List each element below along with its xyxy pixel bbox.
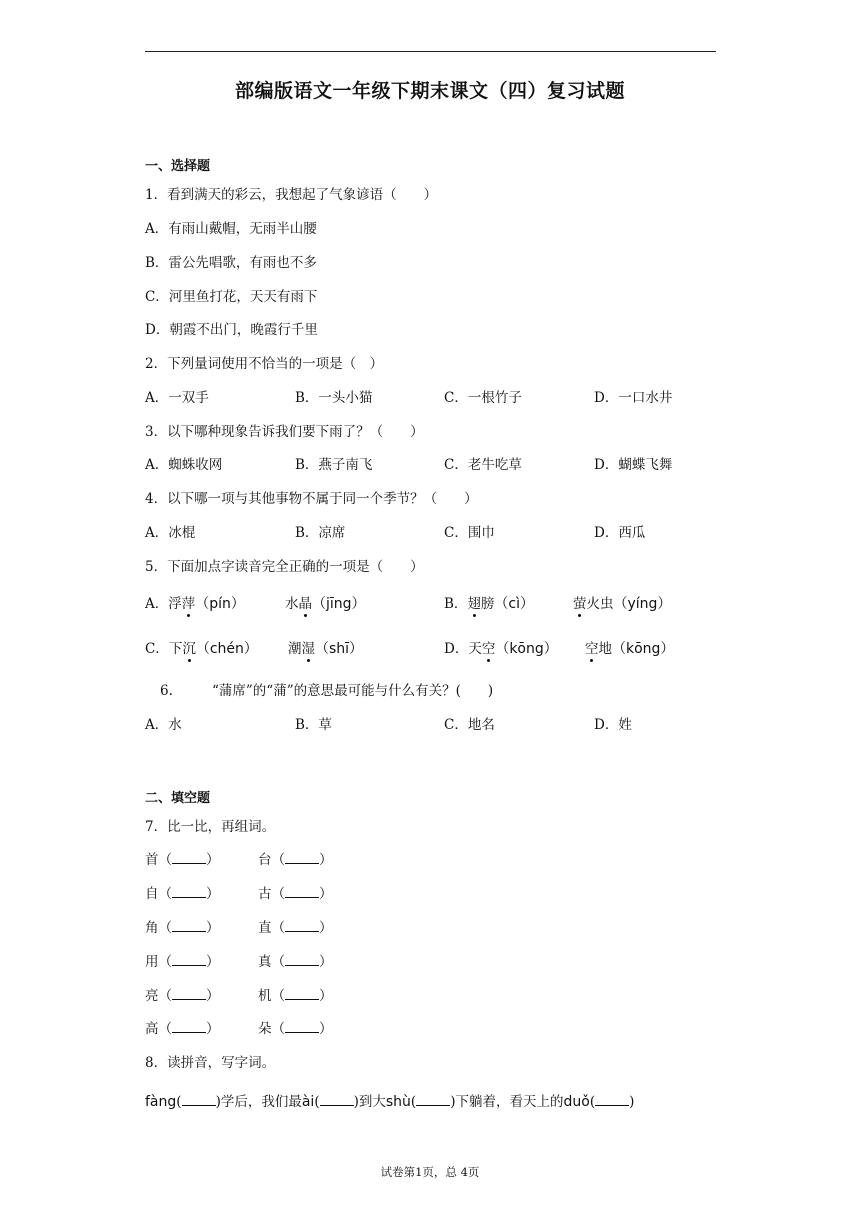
dotted-char: 空 xyxy=(585,641,599,657)
q2-options xyxy=(145,389,745,407)
q4-option-d: D．西瓜 xyxy=(594,525,646,541)
dotted-char: 翅 xyxy=(467,596,481,612)
q2-option-a: A．一双手 xyxy=(145,390,209,406)
q3-options xyxy=(145,456,745,474)
paren-close: ） xyxy=(206,1021,220,1037)
q5-option-c-word2: 潮湿（shī） xyxy=(288,641,364,657)
q4-options xyxy=(145,524,745,542)
q7-row xyxy=(145,987,445,1005)
answer-blank[interactable] xyxy=(320,1093,354,1106)
q2-option-b: B．一头小猫 xyxy=(295,390,373,406)
paren-open: （ xyxy=(158,1021,172,1037)
paren-close: ） xyxy=(206,852,220,868)
section-choice-heading: 一、选择题 xyxy=(145,159,211,174)
answer-blank[interactable] xyxy=(285,851,319,864)
q7-char: 角 xyxy=(145,920,159,936)
paren-open: （ xyxy=(271,988,285,1004)
q7-cell xyxy=(145,885,220,903)
q7-char: 亮 xyxy=(145,988,159,1004)
q8-sentence: fàng( )学后，我们最ài( )到大shù( )下躺着，看天上的duǒ( ) xyxy=(145,1094,635,1110)
paren-close: ） xyxy=(319,988,333,1004)
q5-option-b-word2: 萤火虫（yíng） xyxy=(573,596,672,612)
q7-cell xyxy=(145,919,220,937)
q5-options-ab xyxy=(145,595,745,615)
q3-option-a: A．蜘蛛收网 xyxy=(145,457,223,473)
q5-option-a: A．浮萍（pín） xyxy=(145,596,245,612)
q7-cell xyxy=(258,851,333,869)
q1-option-c: C．河里鱼打花，天天有雨下 xyxy=(145,289,318,305)
q7-row xyxy=(145,851,445,869)
q2-option-c: C．一根竹子 xyxy=(444,390,522,406)
top-rule xyxy=(145,51,716,52)
q6-number: 6. xyxy=(160,683,173,699)
answer-blank[interactable] xyxy=(285,987,319,1000)
paren-open: （ xyxy=(158,852,172,868)
answer-blank[interactable] xyxy=(182,1093,216,1106)
dotted-char: 晶 xyxy=(298,596,312,612)
q4-option-b: B．凉席 xyxy=(295,525,346,541)
q7-cell xyxy=(145,1020,220,1038)
q5-options-cd xyxy=(145,640,745,660)
q7-stem: 7．比一比，再组词。 xyxy=(145,819,276,835)
q6-stem: “蒲席”的“蒲”的意思最可能与什么有关？( ) xyxy=(212,683,494,699)
dotted-char: 空 xyxy=(481,641,496,657)
page-title: 部编版语文一年级下期末课文（四）复习试题 xyxy=(234,80,625,102)
paren-close: ） xyxy=(319,886,333,902)
dotted-char: 湿 xyxy=(301,641,315,657)
dotted-char: 萍 xyxy=(181,596,196,612)
q7-row xyxy=(145,953,445,971)
q7-row xyxy=(145,919,445,937)
paren-close: ） xyxy=(319,1021,333,1037)
q5-option-d: D．天空（kōng） xyxy=(444,641,558,657)
q7-char: 机 xyxy=(258,988,272,1004)
q7-row xyxy=(145,885,445,903)
section-fill-heading: 二、填空题 xyxy=(145,791,211,806)
q3-option-c: C．老牛吃草 xyxy=(444,457,522,473)
q4-option-a: A．冰棍 xyxy=(145,525,196,541)
answer-blank[interactable] xyxy=(285,1020,319,1033)
answer-blank[interactable] xyxy=(595,1093,629,1106)
q3-option-d: D．蝴蝶飞舞 xyxy=(594,457,673,473)
q7-cell xyxy=(258,1020,333,1038)
page-footer: 试卷第1页，总 4页 xyxy=(380,1165,480,1179)
answer-blank[interactable] xyxy=(285,919,319,932)
answer-blank[interactable] xyxy=(416,1093,450,1106)
paren-close: ） xyxy=(206,920,220,936)
answer-blank[interactable] xyxy=(172,851,206,864)
q5-option-a-word2: 水晶（jīng） xyxy=(285,596,366,612)
q3-stem: 3．以下哪种现象告诉我们要下雨了？（ ） xyxy=(145,424,424,440)
paren-open: （ xyxy=(158,954,172,970)
answer-blank[interactable] xyxy=(172,919,206,932)
paren-open: （ xyxy=(158,920,172,936)
paren-open: （ xyxy=(158,988,172,1004)
paren-close: ） xyxy=(206,954,220,970)
q7-char: 古 xyxy=(258,886,272,902)
q7-cell xyxy=(258,885,333,903)
q4-option-c: C．围巾 xyxy=(444,525,495,541)
q7-cell xyxy=(145,953,220,971)
paren-close: ） xyxy=(319,852,333,868)
q7-cell xyxy=(145,851,220,869)
q7-char: 朵 xyxy=(258,1021,272,1037)
q2-option-d: D．一口水井 xyxy=(594,390,673,406)
q5-stem: 5．下面加点字读音完全正确的一项是（ ） xyxy=(145,559,424,575)
q6-option-c: C．地名 xyxy=(444,717,495,733)
paren-close: ） xyxy=(319,920,333,936)
paren-open: （ xyxy=(271,954,285,970)
q4-stem: 4．以下哪一项与其他事物不属于同一个季节？（ ） xyxy=(145,491,478,507)
q6-option-a: A．水 xyxy=(145,717,182,733)
q1-option-d: D．朝霞不出门，晚霞行千里 xyxy=(145,322,318,338)
q5-option-d-word2: 空地（kōng） xyxy=(585,641,675,657)
q7-cell xyxy=(258,919,333,937)
q7-row xyxy=(145,1020,445,1038)
answer-blank[interactable] xyxy=(285,953,319,966)
answer-blank[interactable] xyxy=(172,987,206,1000)
q7-cell xyxy=(258,953,333,971)
paren-close: ） xyxy=(319,954,333,970)
q7-char: 台 xyxy=(258,852,272,868)
dotted-char: 萤 xyxy=(573,596,587,612)
q6-option-d: D．姓 xyxy=(594,717,632,733)
paren-open: （ xyxy=(158,886,172,902)
q1-stem: 1．看到满天的彩云，我想起了气象谚语（ ） xyxy=(145,187,438,203)
q7-char: 直 xyxy=(258,920,272,936)
q7-char: 自 xyxy=(145,886,159,902)
answer-blank[interactable] xyxy=(172,885,206,898)
q7-cell xyxy=(145,987,220,1005)
q6-option-b: B．草 xyxy=(295,717,332,733)
q5-option-b: B．翅膀（cì） xyxy=(444,596,535,612)
q7-char: 真 xyxy=(258,954,272,970)
answer-blank[interactable] xyxy=(285,885,319,898)
q6-options xyxy=(145,716,745,734)
q3-option-b: B．燕子南飞 xyxy=(295,457,373,473)
paren-close: ） xyxy=(206,886,220,902)
q7-cell xyxy=(258,987,333,1005)
dotted-char: 沉 xyxy=(182,641,196,657)
q1-option-a: A．有雨山戴帽，无雨半山腰 xyxy=(145,221,317,237)
q7-char: 高 xyxy=(145,1021,159,1037)
paren-open: （ xyxy=(271,1021,285,1037)
q5-option-c: C．下沉（chén） xyxy=(145,641,258,657)
paren-open: （ xyxy=(271,886,285,902)
q7-char: 首 xyxy=(145,852,159,868)
q2-stem: 2．下列量词使用不恰当的一项是（ ） xyxy=(145,356,384,372)
paren-open: （ xyxy=(271,920,285,936)
paren-close: ） xyxy=(206,988,220,1004)
paren-open: （ xyxy=(271,852,285,868)
q1-option-b: B．雷公先唱歌，有雨也不多 xyxy=(145,255,317,271)
q7-char: 用 xyxy=(145,954,159,970)
answer-blank[interactable] xyxy=(172,1020,206,1033)
answer-blank[interactable] xyxy=(172,953,206,966)
q8-stem: 8．读拼音，写字词。 xyxy=(145,1055,276,1071)
